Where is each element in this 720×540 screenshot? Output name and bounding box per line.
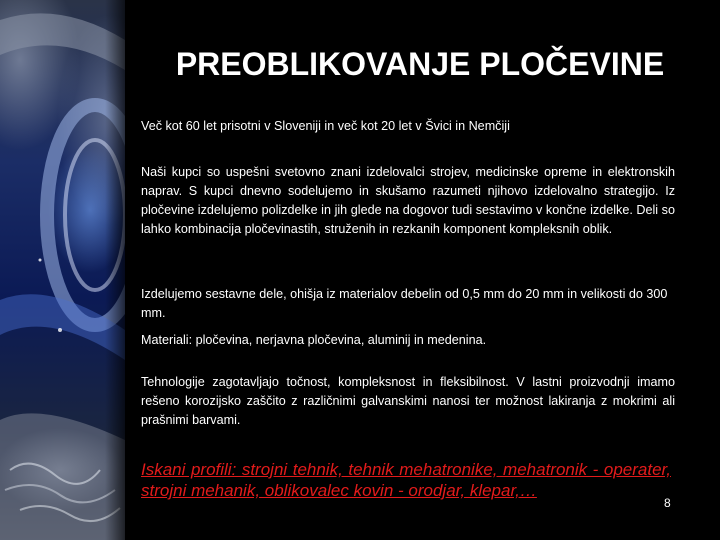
paragraph-technologies: Tehnologije zagotavljajo točnost, kompleksnost in fleksibilnost. V lastni proizvodnji imamo rešeno korozijsko zaščito z različnimi galvanskimi nanosi ter možnost lakiranja z mokrimi ali prašnimi barvami.	[141, 375, 675, 427]
paragraph-assemblies: Izdelujemo sestavne dele, ohišja iz materialov debelin od 0,5 mm do 20 mm in velikosti do 300 mm.	[141, 287, 668, 320]
slide-title: PREOBLIKOVANJE PLOČEVINE	[175, 46, 665, 82]
page-number: 8	[664, 496, 671, 510]
paragraph-customers: Naši kupci so uspešni svetovno znani izdelovalci strojev, medicinske opreme in elektronskih naprav. S kupci dnevno sodelujemo in skušamo razumeti njihovo izdelovalno strategijo. Iz pločevine izdelujemo polizdelke in jih glede na dogovor tudi sestavimo v končne izdelke. Deli so lahko kombinacija pločevinastih, struženih in rezkanih komponent kompleksnih oblik.	[141, 165, 675, 236]
paragraph-materials: Materiali: pločevina, nerjavna pločevina, aluminij in medenina.	[141, 333, 487, 347]
profiles-text: Iskani profili: strojni tehnik, tehnik mehatronike, mehatronik - operater, strojni mehanik, oblikovalec kovin - orodjar, klepar,…	[141, 460, 671, 500]
paragraph-presence: Več kot 60 let prisotni v Sloveniji in več kot 20 let v Švici in Nemčiji	[141, 119, 510, 133]
